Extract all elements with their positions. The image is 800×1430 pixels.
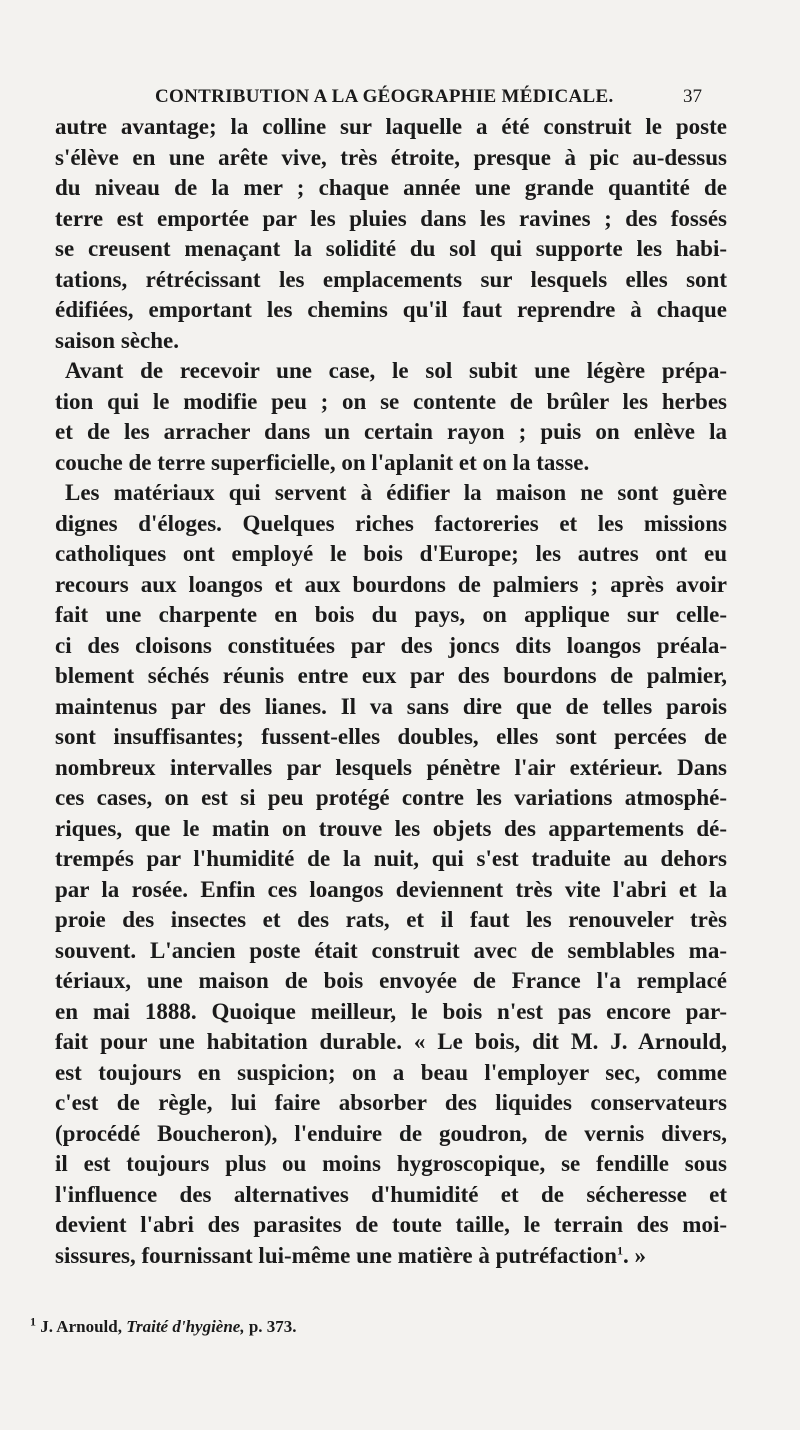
text-line: fait une charpente en bois du pays, on applique sur celle- [55, 602, 727, 627]
text-line: souvent. L'ancien poste était construit avec de semblables ma- [55, 937, 727, 963]
text-line: l'influence des alternatives d'humidité et de sécheresse et [55, 1181, 727, 1207]
text-line: couche de terre superficielle, on l'aplanit et on la tasse. [55, 449, 590, 475]
text-line: se creusent menaçant la solidité du sol qui supporte les habi- [55, 236, 727, 261]
text-line: Les matériaux qui servent à édifier la maison ne sont guère [65, 480, 727, 505]
text-line: sont insuffisantes; fussent-elles doubles, elles sont percées de [55, 724, 727, 749]
text-line: nombreux intervalles par lesquels pénètre l'air extérieur. Dans [55, 754, 727, 780]
text-line: et de les arracher dans un certain rayon ; puis on enlève la [55, 419, 727, 444]
footnote-title: Traité d'hygiène, [126, 1317, 245, 1336]
text-line: par la rosée. Enfin ces loangos deviennent très vite l'abri et la [55, 876, 727, 902]
text-line: tion qui le modifie peu ; on se contente de brûler les herbes [55, 388, 727, 414]
text-line: devient l'abri des parasites de toute taille, le terrain des moi- [55, 1212, 727, 1237]
text-line: catholiques ont employé le bois d'Europe; les autres ont eu [55, 541, 727, 566]
text-line: (procédé Boucheron), l'enduire de goudron, de vernis divers, [55, 1120, 727, 1146]
text-line: c'est de règle, lui faire absorber des liquides conservateurs [55, 1090, 727, 1115]
text-line: blement séchés réunis entre eux par des bourdons de palmier, [55, 663, 727, 688]
text-line: autre avantage; la colline sur laquelle a été construit le poste [55, 114, 727, 139]
text-line: il est toujours plus ou moins hygroscopique, se fendille sous [55, 1151, 727, 1176]
text-line: maintenus par des lianes. Il va sans dire que de telles parois [55, 693, 727, 719]
text-line: ces cases, on est si peu protégé contre les variations atmosphé- [55, 785, 727, 810]
body-text [55, 112, 727, 1271]
text-line: saison sèche. [55, 327, 179, 353]
text-line: dignes d'éloges. Quelques riches factoreries et les missions [55, 510, 727, 536]
footnote-marker: 1 [30, 1314, 36, 1329]
footnote-reference[interactable]: 1 [616, 1242, 623, 1257]
text-line: fait pour une habitation durable. « Le bois, dit M. J. Arnould, [55, 1029, 727, 1054]
text-line: du niveau de la mer ; chaque année une grande quantité de [55, 175, 727, 200]
text-line: tériaux, une maison de bois envoyée de France l'a remplacé [55, 968, 727, 993]
text-line: est toujours en suspicion; on a beau l'employer sec, comme [55, 1059, 727, 1085]
text-line: . » [622, 1242, 646, 1268]
text-line: riques, que le matin on trouve les objets des appartements dé- [55, 815, 727, 841]
page-number: 37 [683, 86, 702, 107]
text-line: tations, rétrécissant les emplacements sur lesquels elles sont [55, 266, 727, 292]
text-line: s'élève en une arête vive, très étroite, presque à pic au-dessus [55, 144, 727, 170]
footnote-author: J. Arnould, [40, 1317, 122, 1336]
text-line-final [55, 1241, 727, 1272]
text-line: sissures, fournissant lui-même une matière à putréfaction [55, 1242, 617, 1268]
text-line: terre est emportée par les pluies dans les ravines ; des fossés [55, 205, 727, 231]
footnote-page: p. 373. [248, 1317, 297, 1336]
text-line: en mai 1888. Quoique meilleur, le bois n'est pas encore par- [55, 998, 727, 1024]
running-title: CONTRIBUTION A LA GÉOGRAPHIE MÉDICALE. [155, 86, 614, 107]
page-header [0, 80, 800, 116]
text-line: édifiées, emportant les chemins qu'il faut reprendre à chaque [55, 297, 727, 322]
text-line: ci des cloisons constituées par des joncs dits loangos préala- [55, 632, 727, 658]
text-line: proie des insectes et des rats, et il faut les renouveler très [55, 907, 727, 932]
text-line: trempés par l'humidité de la nuit, qui s'est traduite au dehors [55, 846, 727, 871]
text-line: recours aux loangos et aux bourdons de palmiers ; après avoir [55, 571, 727, 597]
text-line: Avant de recevoir une case, le sol subit une légère prépa- [65, 358, 727, 383]
footnote [30, 1314, 297, 1337]
